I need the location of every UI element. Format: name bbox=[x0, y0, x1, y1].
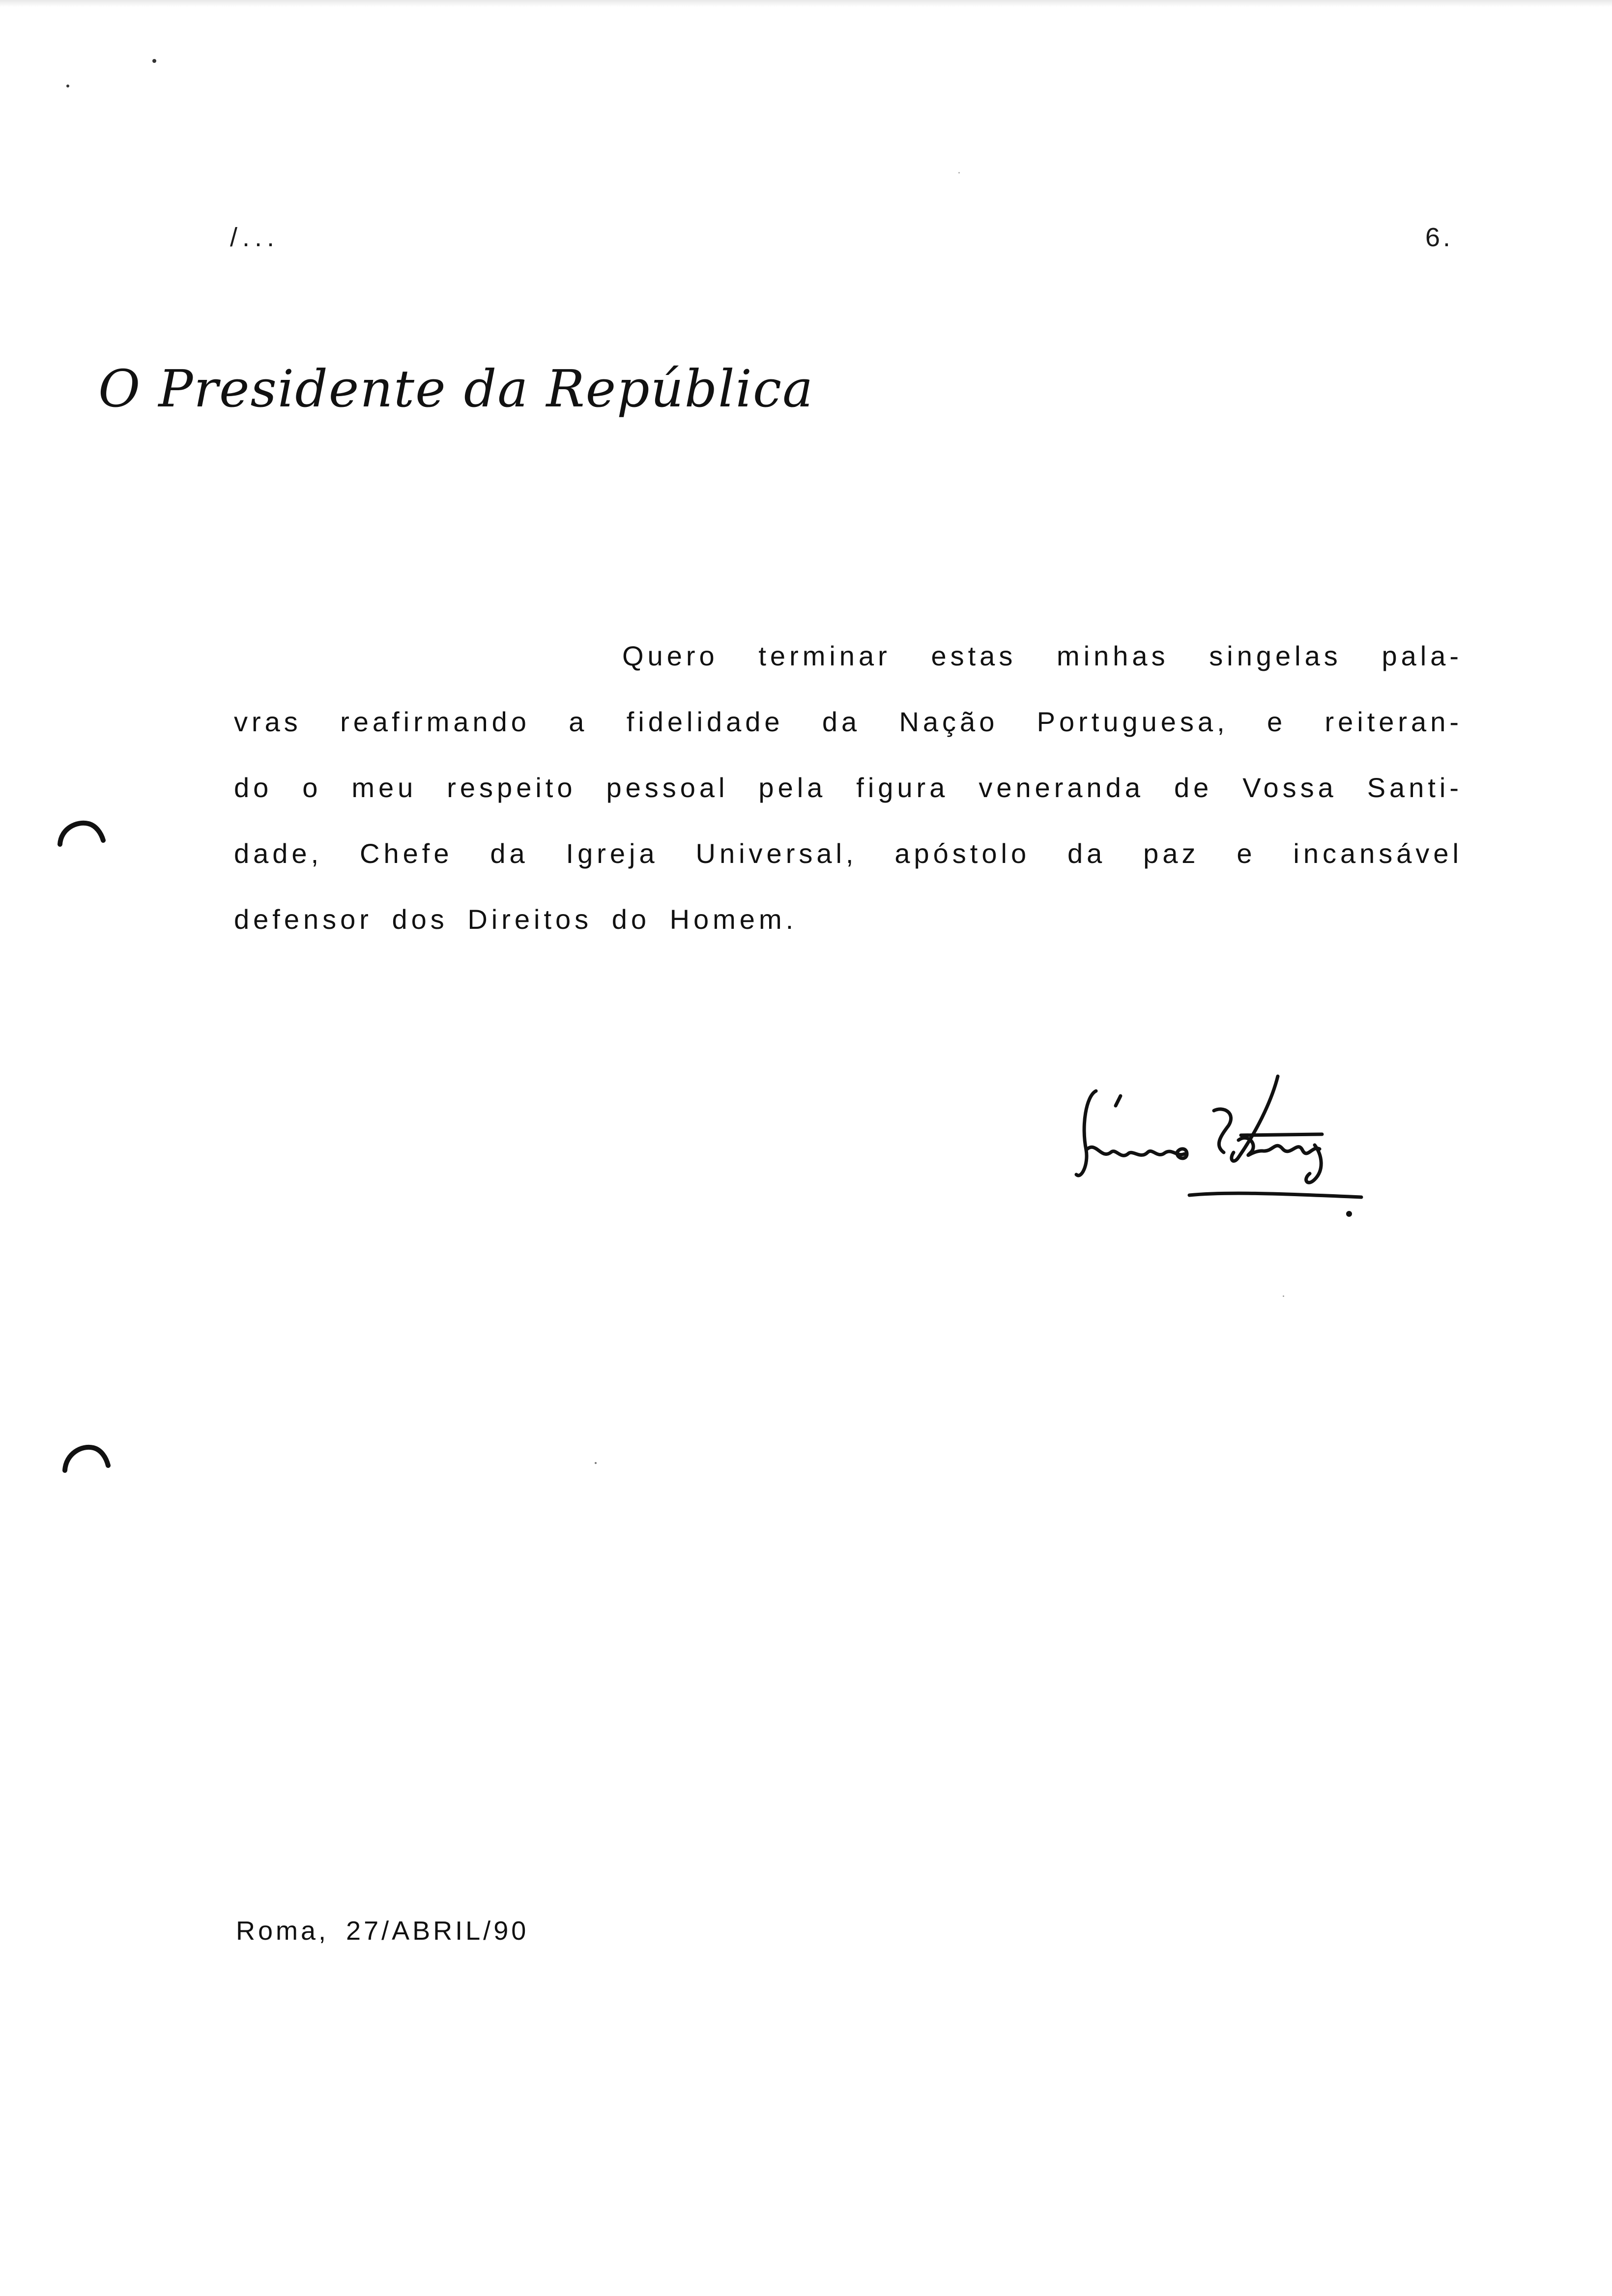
scan-speck bbox=[595, 1462, 597, 1464]
dateline: Roma, 27/ABRIL/90 bbox=[236, 1916, 529, 1946]
body-line: dade, Chefe da Igreja Universal, apóstolo da paz e incansável bbox=[234, 838, 1463, 869]
punch-hole-mark bbox=[59, 1440, 113, 1474]
scan-speck bbox=[1283, 1295, 1284, 1297]
handwritten-signature bbox=[1066, 1066, 1381, 1253]
punch-hole-mark bbox=[54, 816, 108, 850]
letterhead-title: O Presidente da República bbox=[98, 359, 814, 419]
continuation-marker: /... bbox=[230, 223, 280, 252]
body-line: Quero terminar estas minhas singelas pala- bbox=[622, 640, 1463, 671]
body-line: defensor dos Direitos do Homem. bbox=[234, 904, 798, 935]
scan-speck bbox=[152, 59, 156, 63]
scan-speck bbox=[958, 172, 960, 173]
letter-body bbox=[234, 623, 1463, 952]
body-line: vras reafirmando a fidelidade da Nação Portuguesa, e reiteran- bbox=[234, 706, 1463, 737]
scan-speck bbox=[66, 85, 69, 87]
body-line: do o meu respeito pessoal pela figura veneranda de Vossa Santi- bbox=[234, 772, 1463, 803]
scan-top-edge bbox=[0, 0, 1612, 7]
page-number: 6. bbox=[1425, 223, 1454, 252]
